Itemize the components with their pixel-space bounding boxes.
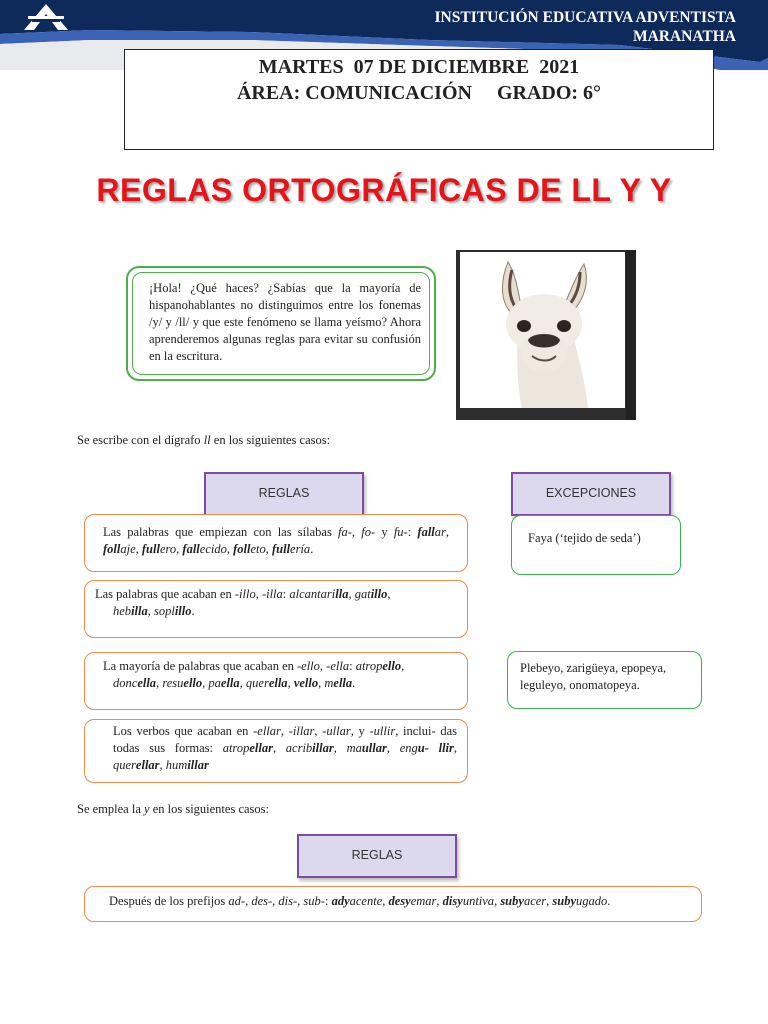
intro-box: [126, 266, 436, 381]
llama-icon: [460, 252, 625, 408]
ll-rules-heading: REGLAS: [204, 472, 364, 516]
ll-rule-2: Las palabras que acaban en -illo, -illa: alcantarilla, gatillo, hebilla, soplillo.: [84, 580, 468, 638]
ll-rule-3: La mayoría de palabras que acaban en -ello, -ella: atropello, doncella, resuello, paella, querella, vello, mella.: [84, 652, 468, 710]
school-logo-icon: [22, 2, 70, 32]
date-line: MARTES 07 DE DICIEMBRE 2021: [258, 56, 580, 78]
y-rule-1: Después de los prefijos ad-, des-, dis-, sub-: adyacente, desyemar, disyuntiva, subyacer, subyugado.: [84, 886, 702, 922]
ll-intro: Se escribe con el dígrafo ll en los siguientes casos:: [77, 433, 331, 447]
ll-exception-1: Faya (‘tejido de seda’): [511, 515, 681, 575]
y-intro: Se emplea la y en los siguientes casos:: [77, 802, 269, 816]
y-rules-heading: REGLAS: [297, 834, 457, 878]
ll-exceptions-heading: EXCEPCIONES: [511, 472, 671, 516]
school-name-line2: MARANATHA: [632, 28, 736, 45]
ll-rule-1: Las palabras que empiezan con las sílabas fa-, fo- y fu-: fallar, follaje, fullero, fallecido, folleto, fullería.: [84, 514, 468, 572]
info-box: [124, 49, 714, 150]
image-side-bar: [626, 250, 636, 420]
llama-image: [456, 250, 636, 420]
ll-exception-2: Plebeyo, zarigüeya, epopeya, leguleyo, onomatopeya.: [507, 651, 702, 709]
page-title: REGLAS ORTOGRÁFICAS DE LL Y Y: [96, 172, 672, 208]
area-grade-line: ÁREA: COMUNICACIÓN GRADO: 6°: [236, 82, 602, 104]
school-name-line1: INSTITUCIÓN EDUCATIVA ADVENTISTA: [434, 9, 736, 26]
ll-rule-4: Los verbos que acaban en -ellar, -illar, -ullar, y -ullir, inclui- das todas sus formas: atropellar, acribillar, maullar, engu- llir, querellar, humillar: [84, 719, 468, 783]
school-name: [316, 8, 736, 46]
intro-text: ¡Hola! ¿Qué haces? ¿Sabías que la mayoría de hispanohablantes no distinguimos entre los fonemas /y/ y /ll/ y que este fenómeno se llama yeísmo? Ahora aprenderemos algunas reglas para evitar su confusión en la escritura.: [132, 272, 430, 375]
